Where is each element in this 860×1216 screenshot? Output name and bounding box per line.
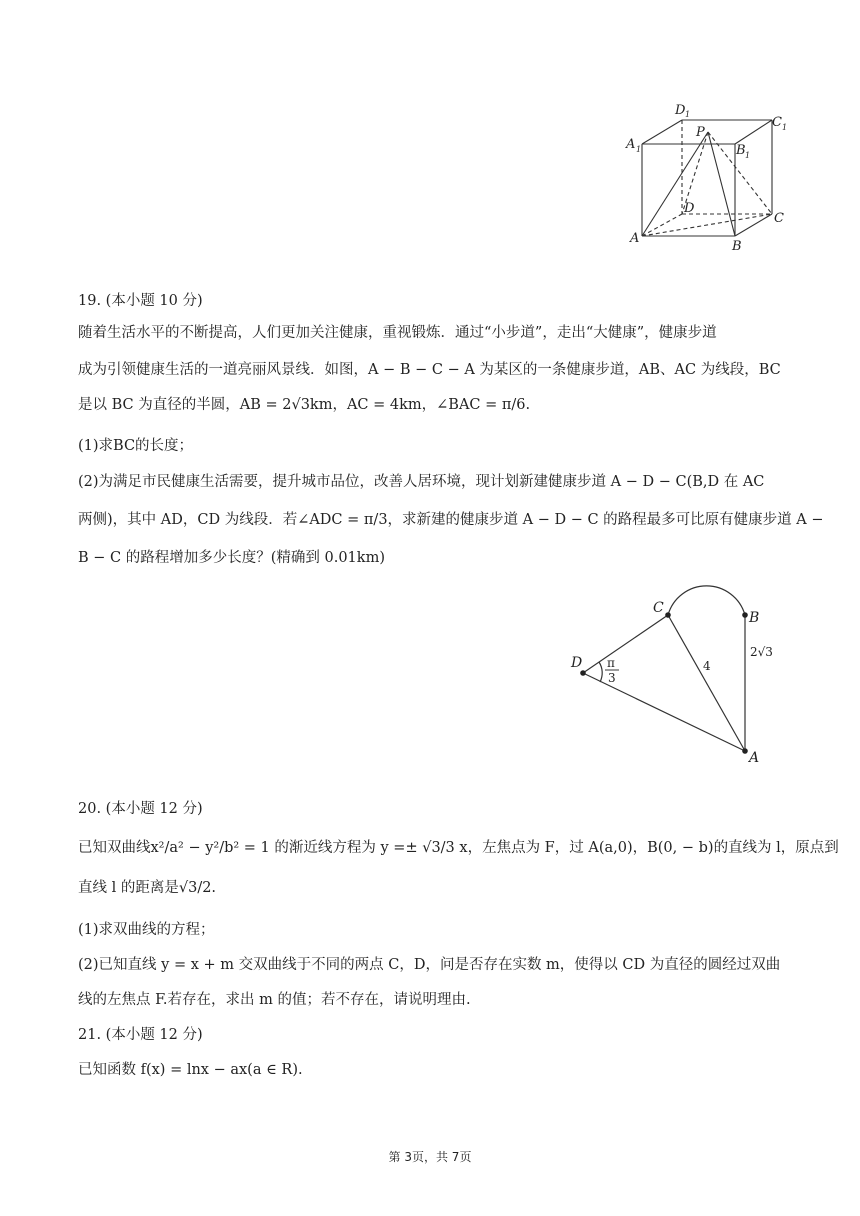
label-fig2-B: B xyxy=(749,610,760,626)
label-fig2-C: C xyxy=(653,600,664,616)
label-fig2-four: 4 xyxy=(703,659,711,673)
cube-figure xyxy=(620,96,800,256)
q19-part-2b: 两侧)，其中 AD，CD 为线段．若∠ADC = π/3，求新建的健康步道 A − D − C 的路程最多可比原有健康步道 A − xyxy=(78,512,824,528)
label-B: B xyxy=(732,239,742,254)
label-D1: D xyxy=(675,103,686,118)
page-footer: 第 3页，共 7页 xyxy=(388,1150,472,1164)
q20-line-1: 已知双曲线x²/a² − y²/b² = 1 的渐近线方程为 y =± √3/3 x，左焦点为 F，过 A(a,0)，B(0, − b)的直线为 l，原点到 xyxy=(78,840,839,856)
q19-part-2a: (2)为满足市民健康生活需要，提升城市品位，改善人居环境，现计划新建健康步道 A − D − C(B,D 在 AC xyxy=(78,474,765,490)
q20-part-2b: 线的左焦点 F.若存在，求出 m 的值；若不存在，请说明理由. xyxy=(78,992,471,1008)
label-C1: C xyxy=(772,115,782,130)
q20-part-1: (1)求双曲线的方程； xyxy=(78,922,215,938)
label-fig2-2sqrt3: 2√3 xyxy=(750,645,773,659)
q21-header: 21. (本小题 12 分) xyxy=(78,1027,203,1043)
q21-line-1: 已知函数 f(x) = lnx − ax(a ∈ R). xyxy=(78,1062,303,1078)
path-figure xyxy=(565,566,785,766)
label-D1-sub: 1 xyxy=(685,110,691,119)
q19-line-3: 是以 BC 为直径的半圆，AB = 2√3km，AC = 4km，∠BAC = π/6. xyxy=(78,397,531,413)
label-fig2-three: 3 xyxy=(608,671,616,685)
q20-part-2a: (2)已知直线 y = x + m 交双曲线于不同的两点 C，D，问是否存在实数 m，使得以 CD 为直径的圆经过双曲 xyxy=(78,957,781,973)
label-B1-sub: 1 xyxy=(745,151,751,160)
q19-header: 19. (本小题 10 分) xyxy=(78,293,203,309)
label-A: A xyxy=(630,231,640,246)
q19-part-2c: B − C 的路程增加多少长度？(精确到 0.01km) xyxy=(78,550,385,566)
label-P: P xyxy=(696,125,705,140)
label-C: C xyxy=(774,211,784,226)
q20-header: 20. (本小题 12 分) xyxy=(78,801,203,817)
label-D: D xyxy=(684,201,695,216)
label-B1: B xyxy=(736,143,746,158)
label-fig2-pi: π xyxy=(607,656,615,670)
q19-line-1: 随着生活水平的不断提高，人们更加关注健康，重视锻炼．通过“小步道”，走出“大健康”，健康步道 xyxy=(78,325,717,341)
label-A1-sub: 1 xyxy=(636,145,642,154)
q19-part-1: (1)求BC的长度； xyxy=(78,438,194,454)
label-fig2-A: A xyxy=(749,750,760,766)
q20-line-2: 直线 l 的距离是√3/2. xyxy=(78,880,217,896)
label-fig2-D: D xyxy=(571,655,583,671)
label-C1-sub: 1 xyxy=(782,123,788,132)
label-A1: A xyxy=(626,137,636,152)
q19-line-2: 成为引领健康生活的一道亮丽风景线．如图，A − B − C − A 为某区的一条健康步道，AB、AC 为线段，BC xyxy=(78,362,781,378)
